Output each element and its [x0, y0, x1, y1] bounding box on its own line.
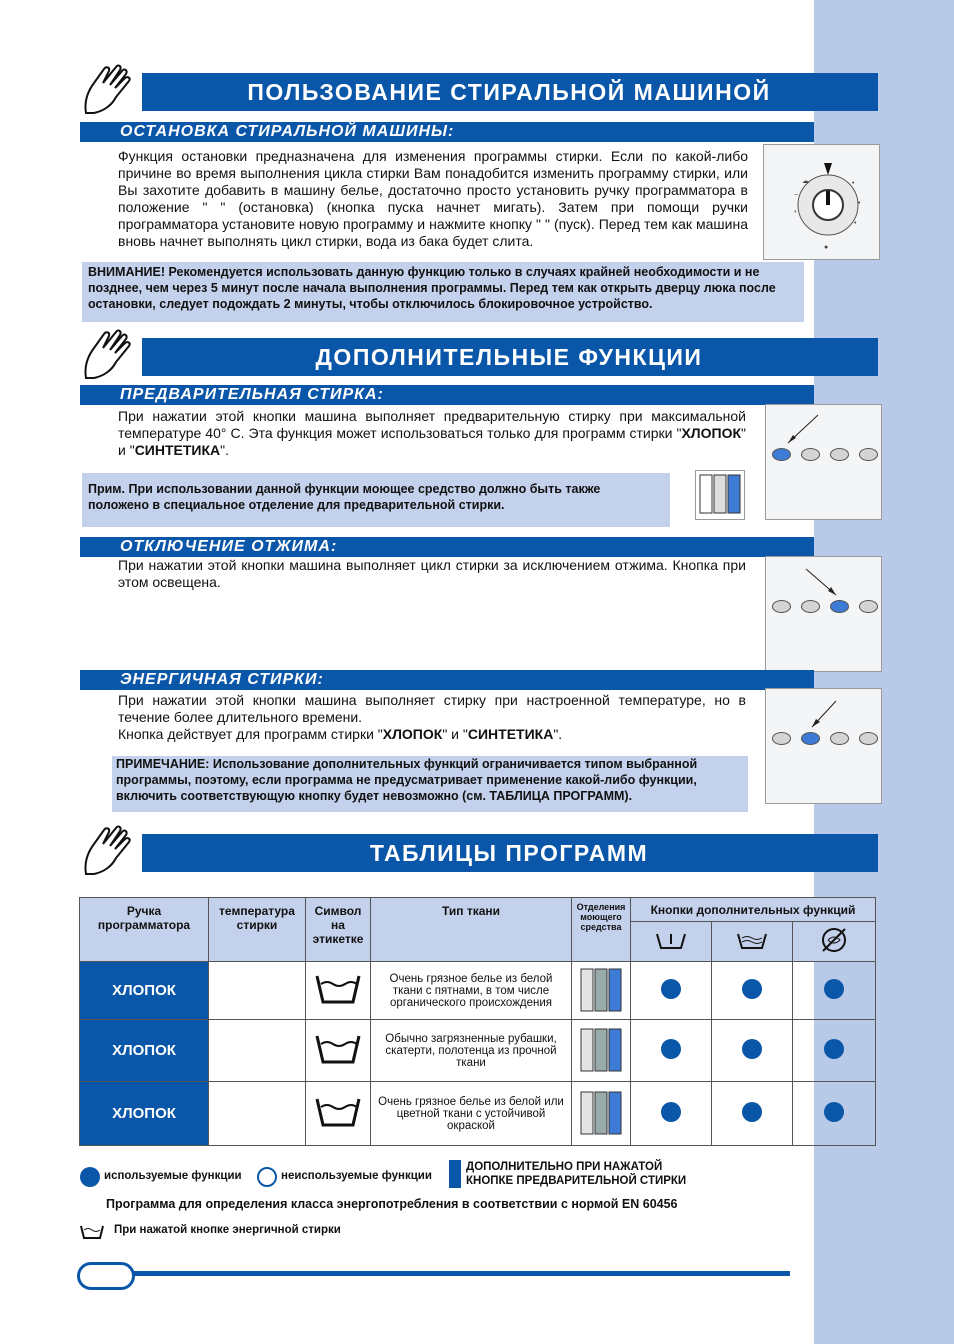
function-dot — [631, 1020, 712, 1082]
legend-used-dot — [79, 1166, 101, 1193]
svg-text:•: • — [854, 220, 857, 227]
extra-button — [859, 732, 878, 745]
wash-symbol-icon — [306, 962, 371, 1020]
buttons-panel-intense — [765, 688, 882, 804]
prewash-button — [772, 600, 791, 613]
extra-button — [859, 448, 878, 461]
stop-warning-note: ВНИМАНИЕ! Рекомендуется использовать данную функцию только в случаях крайней необходимости и не позднее, чем через 5 минут после начала выполнения программы. Перед тем как открыть дверцу люка после остановки, следует подождать 2 минуты, чтобы отключилось блокировочное устройство. — [82, 262, 804, 322]
temp-cell — [209, 962, 306, 1020]
nospin-button — [830, 448, 849, 461]
buttons-panel-prewash — [765, 404, 882, 520]
svg-text:*: * — [794, 210, 797, 217]
detergent-icon — [572, 962, 631, 1020]
legend-prewash-label: ДОПОЛНИТЕЛЬНО ПРИ НАЖАТОЙ КНОПКЕ ПРЕДВАРИТЕЛЬНОЙ СТИРКИ — [466, 1161, 687, 1187]
function-dot — [793, 962, 876, 1020]
legend-unused-label: неиспользуемые функции — [281, 1170, 432, 1182]
wash-symbol-icon — [306, 1082, 371, 1146]
svg-text:☁: ☁ — [802, 178, 809, 185]
col-knob: Ручка программатора — [80, 898, 209, 962]
intense-button — [801, 448, 820, 461]
wash-symbol-icon — [306, 1020, 371, 1082]
detergent-icon — [572, 1082, 631, 1146]
prewash-button — [772, 732, 791, 745]
section-banner-extra: ДОПОЛНИТЕЛЬНЫЕ ФУНКЦИИ — [80, 338, 878, 376]
nospin-button — [830, 732, 849, 745]
subsection-spin-title: ОТКЛЮЧЕНИЕ ОТЖИМА: — [80, 537, 814, 557]
function-dot — [712, 962, 793, 1020]
svg-text:●: ● — [824, 244, 829, 251]
col-detergent: Отделения моющего средства — [572, 898, 631, 962]
function-dot — [631, 962, 712, 1020]
nospin-button — [830, 600, 849, 613]
fabric-cell: Очень грязное белье из белой или цветной ткани с устойчивой окраской — [371, 1082, 572, 1146]
function-dot — [793, 1020, 876, 1082]
section-banner-usage: ПОЛЬЗОВАНИЕ СТИРАЛЬНОЙ МАШИНОЙ — [80, 73, 878, 111]
prewash-button — [772, 448, 791, 461]
legend-prewash-marker — [449, 1160, 461, 1188]
nospin-icon — [793, 922, 876, 962]
col-temp: температура стирки — [209, 898, 306, 962]
extra-button — [859, 600, 878, 613]
temp-cell — [209, 1020, 306, 1082]
detergent-icon — [572, 1020, 631, 1082]
subsection-prewash-title: ПРЕДВАРИТЕЛЬНАЯ СТИРКА: — [80, 385, 814, 405]
hand-icon — [76, 326, 142, 384]
intense-button — [801, 600, 820, 613]
section-banner-tables: ТАБЛИЦЫ ПРОГРАММ — [80, 834, 878, 872]
fabric-cell: Обычно загрязненные рубашки, скатерти, полотенца из прочной ткани — [371, 1020, 572, 1082]
function-dot — [712, 1082, 793, 1146]
col-symbol: Символ на этикетке — [306, 898, 371, 962]
function-dot — [631, 1082, 712, 1146]
legend-intense-label: При нажатой кнопке энергичной стирки — [114, 1224, 341, 1236]
prewash-note: Прим. При использовании данной функции моющее средство должно быть также положено в специальное отделение для предварительной стирки. — [82, 473, 670, 527]
stop-text: Функция остановки предназначена для изменения программы стирки. Если по какой-либо причине во время выполнения цикла стирки Вам понадобится изменить программу стирки, или Вы захотите добавить в машину белье, достаточно просто установить ручку программатора в положение " " (остановка) (кнопка пуска начнет мигать). Затем при помощи ручки программатора установите новую программу и нажмите кнопку " " (пуск). Перед тем как машина вновь начнет выполнять цикл стирки, вода из бака будет слита. — [118, 148, 748, 249]
buttons-panel-spin — [765, 556, 882, 672]
function-dot — [712, 1020, 793, 1082]
hand-icon — [76, 822, 142, 880]
function-dot — [793, 1082, 876, 1146]
intense-icon — [712, 922, 793, 962]
intense-wash-icon — [79, 1224, 105, 1245]
program-cell: ХЛОПОК — [80, 1082, 209, 1146]
spin-text: При нажатии этой кнопки машина выполняет цикл стирки за исключением отжима. Кнопка при этом освещена. — [118, 557, 746, 590]
legend-used-label: используемые функции — [104, 1170, 242, 1182]
table-row — [80, 1082, 876, 1146]
svg-text:•: • — [858, 200, 861, 207]
prewash-text: При нажатии этой кнопки машина выполняет предварительную стирку при максимальной температуре 40° С. Эта функция может использоваться только для программ стирки "ХЛОПОК" и "СИНТЕТИКА". — [118, 408, 746, 458]
table-row — [80, 962, 876, 1020]
table-row — [80, 1020, 876, 1082]
svg-text:~: ~ — [794, 192, 799, 199]
subsection-stop-title: ОСТАНОВКА СТИРАЛЬНОЙ МАШИНЫ: — [80, 122, 814, 142]
subsection-intense-title: ЭНЕРГИЧНАЯ СТИРКИ: — [80, 670, 814, 690]
intense-note: ПРИМЕЧАНИЕ: Использование дополнительных функций ограничивается типом выбранной программы, поэтому, если программа не предусматривает применение какой-либо функции, включить соответствующую кнопку будет невозможно (см. ТАБЛИЦА ПРОГРАММ). — [112, 756, 748, 812]
footer-rule — [120, 1271, 790, 1276]
intense-text: При нажатии этой кнопки машина выполняет стирку при настроенной температуре, но в течение более длительного времени. Кнопка действует для программ стирки "ХЛОПОК" и "СИНТЕТИКА". — [118, 692, 746, 742]
program-cell: ХЛОПОК — [80, 962, 209, 1020]
page-number-badge — [77, 1262, 135, 1290]
program-cell: ХЛОПОК — [80, 1020, 209, 1082]
hand-icon — [76, 61, 142, 119]
col-functions: Кнопки дополнительных функций — [631, 898, 876, 922]
program-table — [79, 897, 876, 1146]
fabric-cell: Очень грязное белье из белой ткани с пятнами, в том числе органического происхождения — [371, 962, 572, 1020]
col-fabric: Тип ткани — [371, 898, 572, 962]
svg-text:•: • — [852, 180, 855, 187]
legend-unused-dot — [256, 1166, 278, 1193]
prewash-icon — [631, 922, 712, 962]
intense-button — [801, 732, 820, 745]
temp-cell — [209, 1082, 306, 1146]
programmer-knob-illustration — [763, 144, 880, 260]
detergent-drawer-icon — [695, 470, 745, 520]
legend-energy-label: Программа для определения класса энергопотребления в соответствии с нормой EN 60456 — [106, 1197, 678, 1211]
